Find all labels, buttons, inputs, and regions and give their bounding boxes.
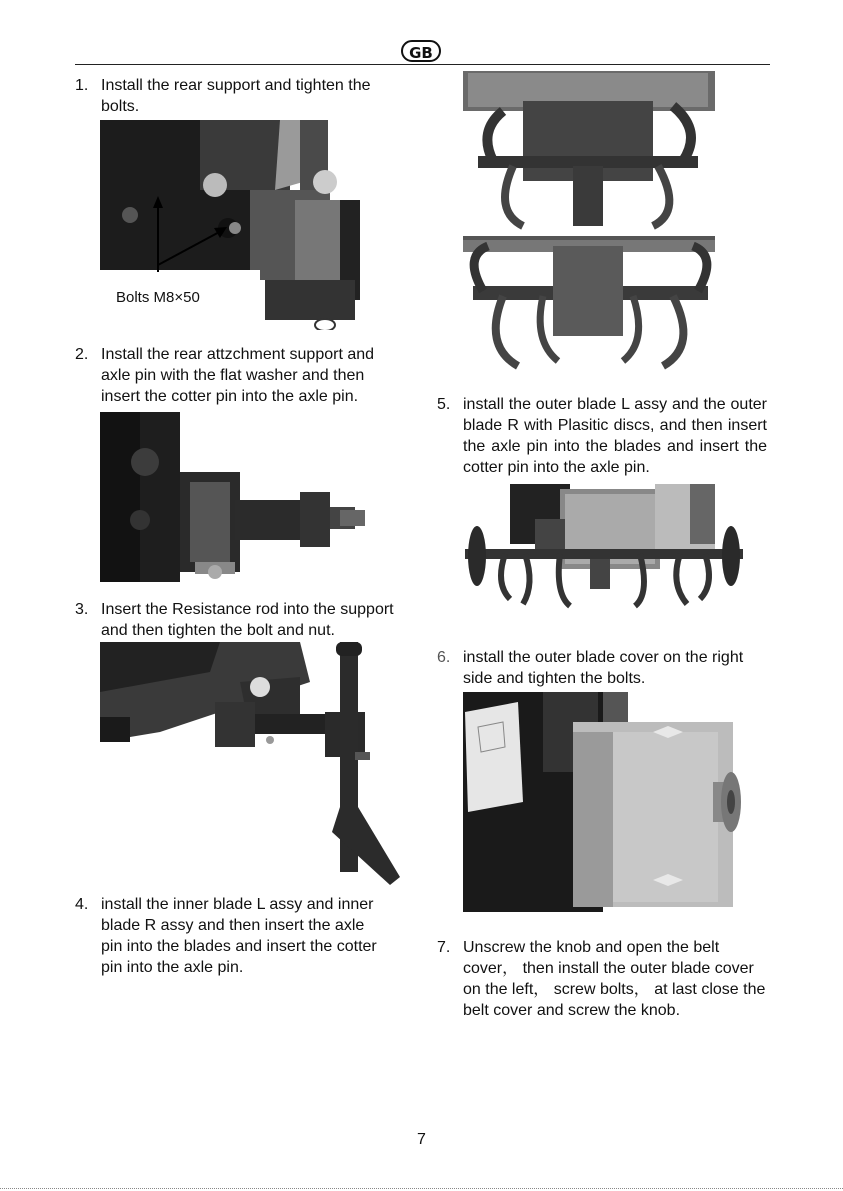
step-text: install the outer blade L assy and the outer blade R with Plasitic discs, and then insert the axle pin into the blades and insert the cotter pin into the axle pin. [463,396,767,476]
step-number: 2. [75,346,89,363]
inner-blades-photo [463,71,715,371]
step-text: Unscrew the knob and open the belt cover， then install the outer blade cover on the left， screw bolts， at last close the belt cover and screw the knob. [463,939,766,1019]
step-text: Install the rear support and tighten the bolts. [101,77,371,115]
header-rule [75,64,770,65]
step-number: 7. [437,939,451,956]
step-text: Insert the Resistance rod into the support and then tighten the bolt and nut. [101,601,394,639]
step-text: install the outer blade cover on the right side and tighten the bolts. [463,649,744,687]
step-number: 6. [437,649,451,666]
step-number: 3. [75,601,89,618]
language-badge: GB [401,40,441,62]
step-number: 5. [437,396,451,413]
resistance-rod-photo [100,642,405,885]
step-text: Install the rear attzchment support and axle pin with the flat washer and then insert the cotter pin into the axle pin. [101,346,375,405]
page-number: 7 [417,1131,426,1148]
rear-attachment-support-photo [100,412,378,582]
bolts-callout-label: Bolts M8×50 [116,289,200,306]
bottom-border [0,1188,843,1189]
right-blade-cover-photo [463,692,755,912]
step-number: 1. [75,77,89,94]
step-text: install the inner blade L assy and inner blade R assy and then insert the axle pin into the blades and insert the cotter pin into the axle pin. [101,896,377,976]
outer-blades-photo [465,484,743,616]
step-number: 4. [75,896,89,913]
